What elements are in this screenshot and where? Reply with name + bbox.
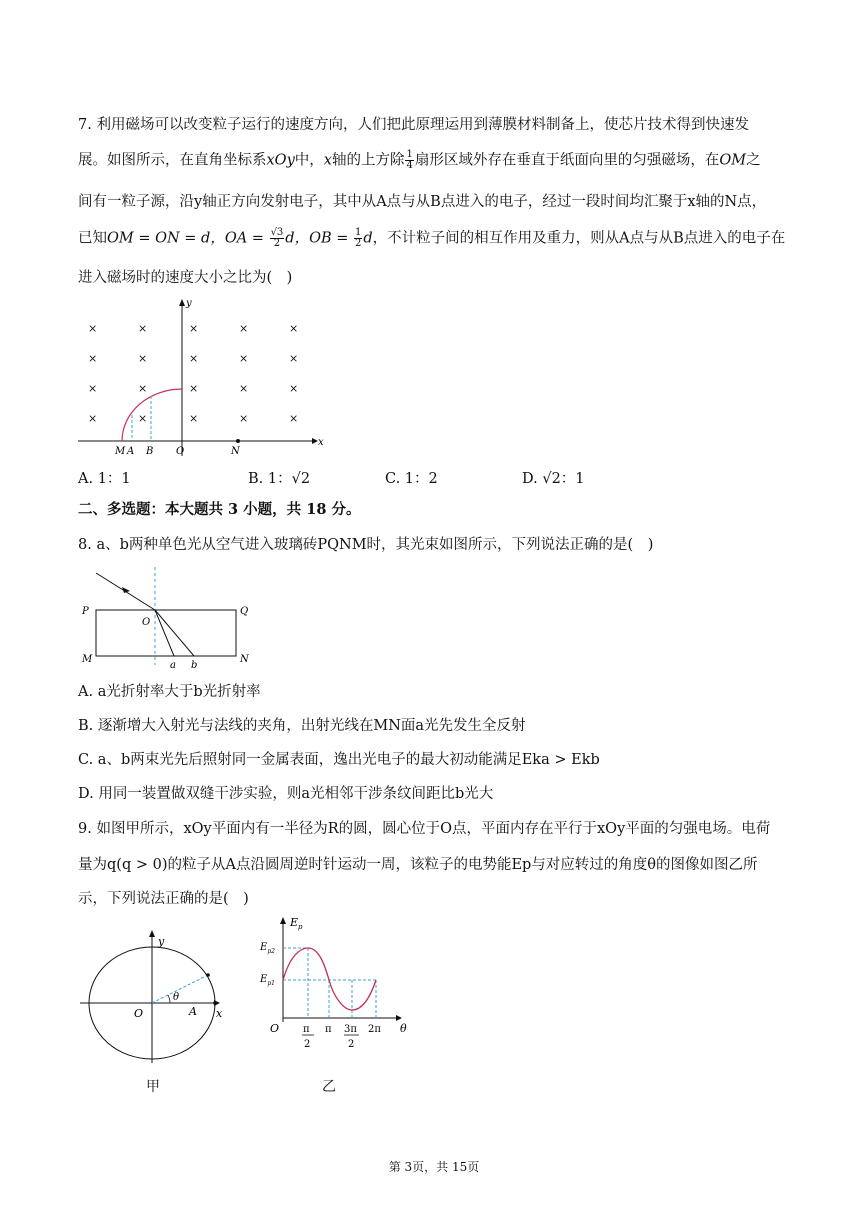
q7-text: 已知 [78,230,107,247]
ep-axis-arrow [280,917,286,924]
svg-text:×: × [138,322,148,335]
radius-dashed [152,975,208,1003]
label-x: x [216,1007,223,1020]
q7-text: ，不计粒子间的相互作用及重力，则从A点与从B点进入的电子在 [372,230,786,247]
svg-text:×: × [239,352,249,365]
ep2-label: $E_{p2}$ [260,942,275,955]
ray-a [155,610,174,656]
q7-option-b: B. 1：√2 [248,471,311,487]
label-b: b [191,660,198,671]
svg-text:×: × [88,412,98,425]
tick-half-pi-num: π [303,1024,310,1035]
q7-math: d [363,230,373,247]
field-cross-marks [88,322,298,425]
q7-line-2 [78,150,761,171]
q8-option-a: A. a光折射率大于b光折射率 [78,684,261,700]
y-axis-arrow [149,930,155,937]
q7-text: 之 [746,152,761,169]
q7-line-1: 7. 利用磁场可以改变粒子运行的速度方向，人们把此原理运用到薄膜材料制备上，使芯片技术得到快速发 [78,117,749,133]
caption-jia: 甲 [146,1079,160,1095]
point-n [236,439,240,443]
q7-option-c: C. 1：2 [385,471,438,487]
svg-text:×: × [289,382,299,395]
svg-text:×: × [289,322,299,335]
q7-line-5: 进入磁场时的速度大小之比为( ) [78,270,293,286]
svg-text:×: × [239,382,249,395]
fraction-half: $\frac{1}{2}$ [355,227,362,249]
label-o: O [142,617,151,628]
label-o: O [176,446,185,457]
caption-yi: 乙 [322,1079,336,1095]
q7-math: OM [719,152,747,169]
incident-arrow [122,587,130,593]
q8-option-d: D. 用同一装置做双缝干涉实验，则a光相邻干涉条纹间距比b光大 [78,786,494,802]
q7-text: 扇形区域外存在垂直于纸面向里的匀强磁场，在 [414,152,720,169]
label-x: x [318,437,324,448]
label-b: B [146,446,154,457]
svg-text:×: × [289,352,299,365]
q7-line-3: 间有一粒子源，沿y轴正方向发射电子，其中从A点与从B点进入的电子，经过一段时间均汇聚于x轴的N点， [78,194,767,210]
q7-option-a: A. 1：1 [78,471,131,487]
particle-point [206,973,210,977]
label-o: O [134,1007,144,1020]
y-axis-arrow [179,299,185,306]
tick-two-pi: 2π [368,1024,381,1035]
ep1-label: $E_{p1}$ [260,974,275,987]
svg-text:×: × [138,382,148,395]
q9-line-3: 示，下列说法正确的是( ) [78,891,249,907]
fraction-sqrt3-over-2: $\frac{√3}{2}$ [270,227,284,249]
point-a [213,1001,217,1005]
theta-label: θ [400,1022,407,1035]
q7-math: x [323,152,332,169]
tick-three-half-pi-num: 3π [344,1024,357,1035]
svg-text:×: × [189,412,199,425]
ray-b [155,610,194,656]
label-m: M [82,654,93,665]
q7-line-4 [78,228,785,249]
label-a: a [170,660,176,671]
glass-brick [96,610,236,656]
svg-text:×: × [239,412,249,425]
svg-text:×: × [138,412,148,425]
q7-text: 轴的上方除 [331,152,405,169]
q8-option-c: C. a、b两束光先后照射同一金属表面，逸出光电子的最大初动能满足Eka > Ekb [78,752,600,768]
fraction-quarter: $\frac{1}{4}$ [406,149,413,171]
svg-text:×: × [88,322,98,335]
q7-option-d: D. √2：1 [522,471,585,487]
ep-axis-label: $E_p$ [290,916,303,931]
q9-line-2: 量为q(q > 0)的粒子从A点沿圆周逆时针运动一周，该粒子的电势能Ep与对应转过的角度θ的图像如图乙所 [78,857,758,873]
tick-pi: π [325,1024,332,1035]
q8-option-b: B. 逐渐增大入射光与法线的夹角，出射光线在MN面a光先发生全反射 [78,718,526,734]
label-n: N [231,446,240,457]
q9-circle-figure [78,925,238,1065]
label-theta: θ [173,992,180,1003]
q7-magnetic-field-figure [78,296,328,458]
origin-label: O [270,1022,280,1035]
quarter-circle-boundary [122,389,182,441]
label-m: M [115,446,126,457]
svg-text:×: × [289,412,299,425]
tick-half-pi-den: 2 [304,1039,311,1050]
label-n: N [240,654,249,665]
svg-text:×: × [189,322,199,335]
label-a: A [127,446,135,457]
label-q: Q [240,606,249,617]
q9-line-1: 9. 如图甲所示，xOy平面内有一半径为R的圆，圆心位于O点，平面内存在平行于xOy平面的匀强电场。电荷 [78,821,771,837]
q7-text: 中， [294,152,324,169]
label-p: P [82,606,89,617]
q8-stem: 8. a、b两种单色光从空气进入玻璃砖PQNM时，其光束如图所示，下列说法正确的是( ) [78,537,654,553]
theta-axis-arrow [396,1015,402,1021]
label-a: A [189,1005,197,1018]
section-heading: 二、多选题：本大题共 3 小题，共 18 分。 [78,501,361,518]
q8-glass-brick-figure [78,565,258,673]
q9-potential-energy-graph [258,910,418,1080]
svg-text:×: × [88,382,98,395]
label-y: y [158,935,165,948]
q7-math: d，OB = [285,230,353,247]
tick-three-half-pi-den: 2 [348,1039,355,1050]
label-y: y [186,298,192,309]
svg-text:×: × [189,352,199,365]
svg-text:×: × [239,322,249,335]
svg-text:×: × [88,352,98,365]
q7-math: xOy [266,152,295,169]
q7-math: OM = ON = d，OA = [107,230,269,247]
angle-arc [168,995,170,1003]
q7-text: 展。如图所示，在直角坐标系 [78,152,267,169]
page-footer: 第 3页，共 15页 [388,1160,480,1174]
svg-text:×: × [189,382,199,395]
svg-text:×: × [138,352,148,365]
